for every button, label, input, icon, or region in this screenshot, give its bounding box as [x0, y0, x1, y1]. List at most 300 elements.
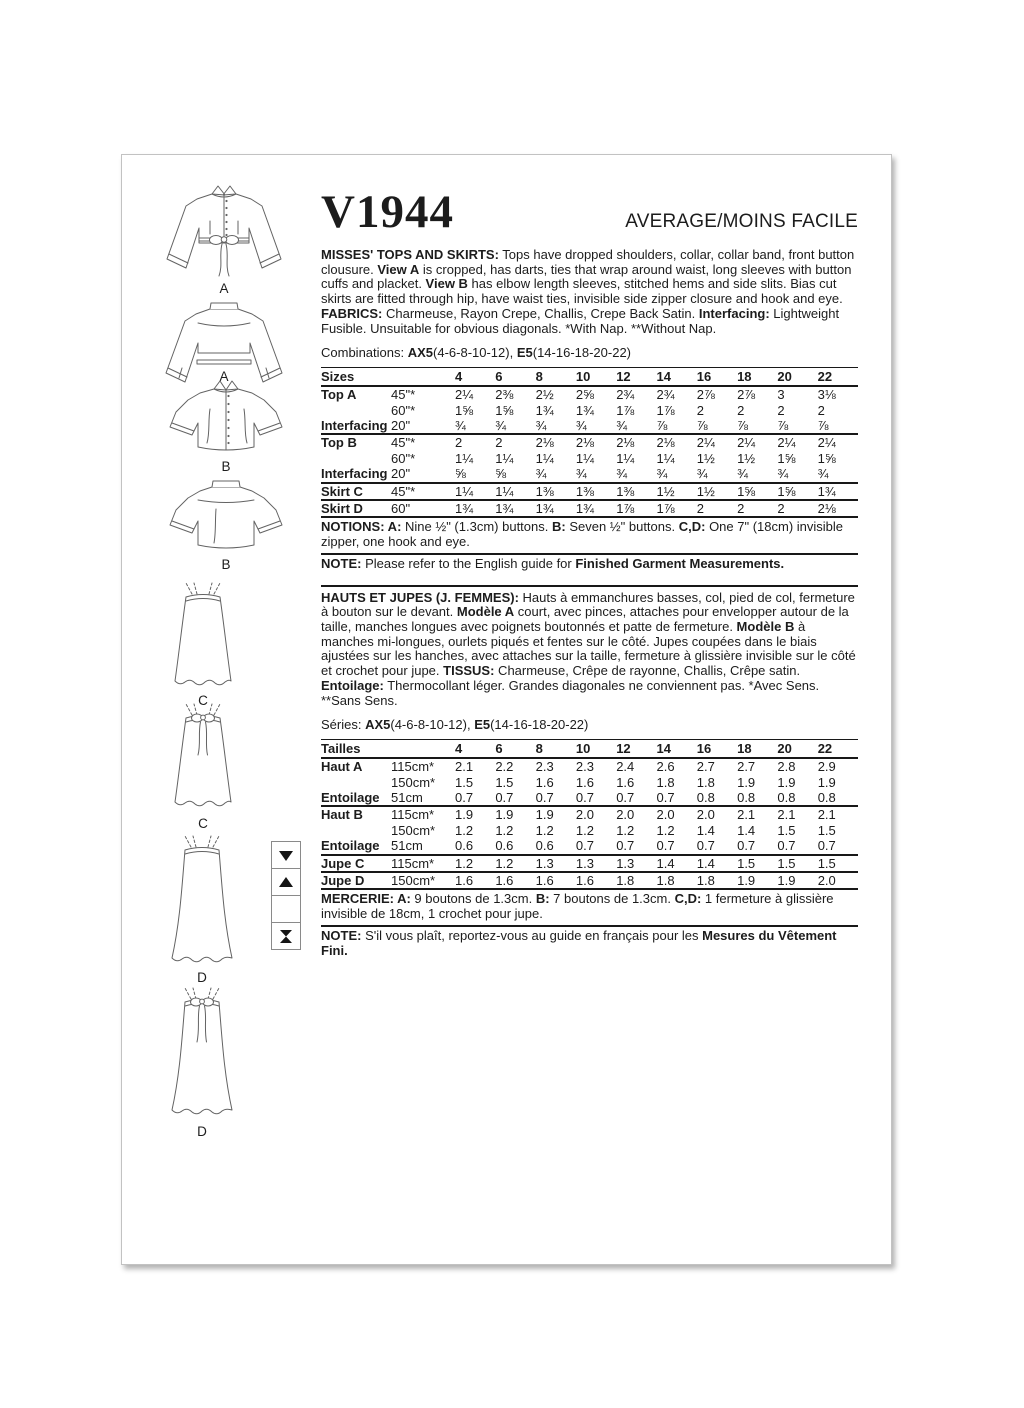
yardage-table-french — [321, 739, 858, 890]
yardage-value: 1.5 — [818, 855, 858, 872]
size-column-header: 4 — [455, 368, 495, 387]
yardage-value: ⅞ — [696, 418, 708, 434]
yardage-table-english — [321, 367, 858, 518]
bold-text: Interfacing: — [698, 305, 770, 321]
text: (14-16-18-20-22) — [490, 717, 589, 733]
text: 1 fermeture à glissière invisible de 18cm, 1 crochet pour jupe. — [321, 891, 834, 922]
row-label: Skirt D — [321, 500, 391, 517]
yardage-value: 2 — [697, 500, 737, 517]
yardage-value: 1.5 — [455, 774, 474, 790]
text: Hauts à emmanchures basses, col, pied de col, fermeture à bouton sur le devant. — [321, 589, 855, 620]
figure-label: C — [198, 693, 208, 708]
yardage-value: ⅞ — [656, 418, 668, 434]
row-label — [321, 823, 391, 838]
text: Lightweight Fusible. Unsuitable for obvious diagonals. *With Nap. **Without Nap. — [321, 305, 840, 336]
yardage-value: 2.0 — [576, 806, 616, 822]
text: (4-6-8-10-12), — [433, 345, 517, 361]
yardage-row — [321, 500, 858, 517]
yardage-value: 0.7 — [777, 838, 796, 854]
fabric-width: 115cm* — [391, 806, 455, 822]
yardage-value: ¾ — [616, 466, 628, 482]
yardage-value: 1⅜ — [616, 483, 656, 500]
bold-text: MISSES' TOPS AND SKIRTS: — [321, 247, 499, 262]
yardage-value: 0.7 — [656, 790, 675, 806]
yardage-value: 1.9 — [737, 774, 756, 790]
yardage-value: 2⅜ — [495, 387, 514, 403]
text: is cropped, has darts, ties that wrap around waist, long sleeves with button cuffs and placket. — [321, 261, 852, 292]
yardage-value: 0.7 — [495, 790, 514, 806]
yardage-value: 2 — [737, 500, 777, 517]
yardage-value: 1.4 — [696, 822, 715, 838]
yardage-value: 1.6 — [575, 774, 594, 790]
size-column-header: 16 — [697, 740, 737, 759]
yardage-value: 1.5 — [817, 822, 836, 838]
yardage-value: 0.8 — [777, 790, 796, 806]
yardage-value: 0.8 — [817, 790, 836, 806]
hourglass-icon — [272, 923, 300, 949]
yardage-value: ¾ — [737, 466, 748, 482]
row-label: Jupe C — [321, 855, 391, 872]
yardage-value: ¾ — [495, 418, 507, 434]
bold-text: AX5 — [407, 345, 434, 361]
skirt-d-front-illustration — [168, 986, 236, 1139]
bold-text: Finished Garment Measurements. — [575, 555, 785, 571]
bold-text: MERCERIE: A: — [321, 891, 411, 907]
yardage-value: 2.4 — [616, 759, 635, 775]
yardage-value: 2⅛ — [656, 434, 696, 450]
yardage-value: 2⅛ — [818, 500, 858, 517]
yardage-value: 1¼ — [495, 483, 535, 500]
size-column-header: 20 — [777, 368, 817, 387]
yardage-value: 2⅛ — [536, 434, 576, 450]
text: Tops have dropped shoulders, collar, collar band, front button clousure. — [321, 247, 855, 277]
text: Thermocollant léger. Grandes diagonales ne conviennent pas. *Avec Sens. **Sans Sens. — [321, 677, 820, 708]
yardage-value: 1.8 — [616, 872, 656, 889]
note-english — [321, 553, 858, 572]
top-b-front-illustration — [154, 379, 298, 474]
yardage-row — [321, 758, 858, 774]
bold-text: E5 — [474, 717, 491, 733]
yardage-value: 0.7 — [737, 838, 756, 854]
fabric-width: 115cm* — [391, 855, 455, 872]
row-label: Skirt C — [321, 483, 391, 500]
yardage-value: 1.6 — [455, 872, 495, 889]
note-french — [321, 925, 858, 958]
text: (14-16-18-20-22) — [532, 345, 632, 361]
yardage-value: 0.7 — [575, 790, 594, 806]
series-line — [321, 717, 858, 732]
yardage-value: 0.6 — [535, 838, 554, 854]
yardage-value: 0.7 — [696, 838, 715, 854]
yardage-value: 1.8 — [697, 872, 737, 889]
text: has elbow length sleeves, stitched hems and side slits. Bias cut skirts are fitted through hip, have waist ties, invisible side zipper closure and hook and eye. — [321, 276, 843, 307]
yardage-value: 1.2 — [575, 822, 594, 838]
yardage-value: ⅞ — [817, 418, 829, 434]
skirt-d-back-illustration — [168, 834, 236, 985]
yardage-row — [321, 855, 858, 872]
bold-text: View A — [377, 261, 420, 277]
yardage-row — [321, 466, 858, 482]
yardage-row — [321, 838, 858, 854]
yardage-value: 1⅝ — [817, 450, 836, 466]
size-column-header: 22 — [818, 368, 858, 387]
fabric-width: 60"* — [391, 402, 416, 418]
size-column-header: 22 — [818, 740, 858, 759]
yardage-value: 1⅞ — [616, 402, 635, 418]
text: Charmeuse, Rayon Crepe, Challis, Crepe Back Satin. — [382, 305, 699, 321]
yardage-value: 2.8 — [777, 759, 796, 775]
sizes-header-label: Sizes — [321, 368, 455, 387]
bold-text: E5 — [516, 345, 533, 361]
size-column-header: 4 — [455, 740, 495, 759]
yardage-table-english — [321, 367, 858, 518]
yardage-value: 2¼ — [777, 434, 817, 450]
combinations-line — [321, 345, 858, 360]
size-column-header: 18 — [737, 740, 777, 759]
row-label — [321, 403, 391, 418]
bold-text: B: — [551, 519, 566, 535]
yardage-value: ¾ — [575, 418, 587, 434]
yardage-value: ¾ — [616, 418, 628, 434]
yardage-value: 1.9 — [495, 806, 535, 822]
yardage-row — [321, 790, 858, 806]
row-label: Top A — [321, 387, 357, 403]
bold-text: View B — [425, 276, 468, 292]
row-label: Top B — [321, 434, 391, 450]
yardage-value: 1¼ — [455, 450, 474, 466]
yardage-value: 0.7 — [535, 790, 554, 806]
text: Seven ½" buttons. — [565, 519, 679, 535]
yardage-value: 0.6 — [495, 838, 514, 854]
yardage-value: 1⅝ — [777, 450, 796, 466]
yardage-value: ¾ — [535, 418, 547, 434]
bold-text: HAUTS ET JUPES (J. FEMMES): — [321, 589, 519, 605]
yardage-value: 2⅛ — [616, 434, 656, 450]
size-column-header: 8 — [536, 740, 576, 759]
text: S'il vous plaît, reportez-vous au guide en français pour les — [365, 927, 703, 943]
text: à manches mi-longues, ourlets piqués et fentes sur le côté. Jupes coupées dans le biais ajustées sur les hanches, avec attaches sur la taille, fermeture à glissière invisible sur le côté et crochet pour jupe. — [321, 618, 856, 679]
yardage-row — [321, 386, 858, 402]
yardage-value: 1⅜ — [536, 483, 576, 500]
text: One 7" (18cm) invisible zipper, one hook and eye. — [321, 519, 844, 550]
figure-label: B — [221, 557, 231, 572]
yardage-value: 1.2 — [656, 822, 675, 838]
yardage-value: 2.9 — [817, 759, 836, 775]
bold-text: Mesures du Vêtement Fini. — [321, 927, 837, 958]
bold-text: TISSUS: — [443, 663, 495, 679]
yardage-value: 1.9 — [455, 806, 495, 822]
shirt-back-icon — [154, 477, 298, 555]
yardage-value: 1⅝ — [455, 402, 474, 418]
yardage-value: 0.7 — [455, 790, 474, 806]
triangle-up-icon — [272, 869, 300, 896]
difficulty-label: AVERAGE/MOINS FACILE — [625, 211, 858, 232]
fabric-width: 45"* — [391, 434, 455, 450]
yardage-value: 1.4 — [697, 855, 737, 872]
fabric-width: 20" — [391, 418, 411, 434]
size-column-header: 20 — [777, 740, 817, 759]
yardage-value: 1¾ — [818, 483, 858, 500]
yardage-value: ⅝ — [495, 466, 507, 482]
top-a-front-illustration — [152, 183, 296, 296]
mercerie-line — [321, 892, 858, 921]
yardage-value: 1¼ — [656, 450, 675, 466]
yardage-row — [321, 775, 858, 790]
yardage-value: 2 — [495, 434, 535, 450]
yardage-value: 2⅛ — [576, 434, 616, 450]
yardage-value: 1.9 — [777, 872, 817, 889]
figure-label: C — [198, 816, 208, 831]
bold-text: Modèle B — [736, 618, 795, 634]
fabric-width: 60" — [391, 500, 455, 517]
row-label: Haut A — [321, 759, 363, 775]
row-label: Interfacing — [321, 418, 388, 434]
yardage-value: 1.5 — [777, 822, 796, 838]
yardage-value: 1¾ — [576, 500, 616, 517]
size-column-header: 6 — [495, 740, 535, 759]
yardage-value: 1.2 — [495, 822, 514, 838]
yardage-value: 2.2 — [495, 759, 514, 775]
yardage-value: 1¼ — [535, 450, 554, 466]
yardage-value: 2½ — [535, 387, 554, 403]
text: Combinations: — [321, 345, 408, 361]
yardage-value: 1.5 — [777, 855, 817, 872]
triangle-down-icon — [272, 842, 300, 869]
pattern-envelope-back-sheet — [121, 154, 892, 1265]
size-column-header: 8 — [536, 368, 576, 387]
size-column-header: 16 — [697, 368, 737, 387]
row-label: Haut B — [321, 806, 391, 822]
yardage-value: 1⅜ — [576, 483, 616, 500]
yardage-value: 2.1 — [777, 806, 817, 822]
size-column-header: 12 — [616, 740, 656, 759]
size-column-header: 10 — [576, 368, 616, 387]
yardage-value: 1¼ — [575, 450, 594, 466]
bold-text: FABRICS: — [321, 305, 383, 321]
bold-text: C,D: — [678, 519, 706, 535]
yardage-value: 0.6 — [455, 838, 474, 854]
yardage-value: 1.3 — [616, 855, 656, 872]
text: 9 boutons de 1.3cm. — [410, 891, 536, 907]
yardage-value: 1⅞ — [616, 500, 656, 517]
figure-label: D — [197, 1124, 207, 1139]
main-content — [321, 186, 858, 958]
notions-line — [321, 520, 858, 549]
bold-text: Modèle A — [456, 604, 515, 620]
yardage-value: 2⅝ — [575, 387, 594, 403]
text: Nine ½" (1.3cm) buttons. — [401, 519, 552, 535]
bold-text: NOTIONS: A: — [321, 519, 402, 535]
yardage-value: ¾ — [455, 418, 466, 434]
text: Séries: — [321, 717, 366, 733]
fabric-width: 20" — [391, 466, 411, 482]
yardage-value: 2.3 — [535, 759, 554, 775]
yardage-value: 1.8 — [657, 872, 697, 889]
bold-text: C,D: — [674, 891, 702, 907]
yardage-value: 1.9 — [817, 774, 836, 790]
yardage-value: 1½ — [656, 483, 696, 500]
yardage-value: 2 — [455, 434, 495, 450]
yardage-value: 2.1 — [737, 806, 777, 822]
yardage-value: ⅞ — [737, 418, 748, 434]
yardage-value: 1.2 — [495, 855, 535, 872]
yardage-value: 1.5 — [495, 774, 514, 790]
yardage-value: 1¾ — [495, 500, 535, 517]
yardage-value: 1.6 — [616, 774, 635, 790]
text: 7 boutons de 1.3cm. — [549, 891, 675, 907]
yardage-value: 1⅝ — [777, 483, 817, 500]
text: Please refer to the English guide for — [365, 555, 576, 571]
row-label: Entoilage — [321, 790, 380, 806]
figure-label: A — [219, 281, 229, 296]
yardage-value: 1.6 — [535, 774, 554, 790]
yardage-value: 1.4 — [657, 855, 697, 872]
skirt-c-back-illustration — [169, 581, 237, 708]
pattern-number: V1944 — [321, 186, 454, 238]
yardage-table-french — [321, 739, 858, 890]
yardage-value: 1.8 — [696, 774, 715, 790]
fabric-width: 45"* — [391, 483, 455, 500]
yardage-value: 1¾ — [455, 500, 495, 517]
yardage-value: 1.2 — [455, 855, 495, 872]
yardage-value: 2 — [817, 402, 825, 418]
yardage-value: 1.3 — [576, 855, 616, 872]
bold-text: NOTE: — [321, 927, 366, 943]
yardage-value: 1½ — [696, 450, 715, 466]
yardage-value: 2 — [737, 402, 745, 418]
fabric-width: 45"* — [391, 387, 416, 403]
yardage-value: 1.6 — [495, 872, 535, 889]
yardage-value: 2⅞ — [737, 387, 756, 403]
yardage-value: 2 — [777, 500, 817, 517]
yardage-value: 1.4 — [737, 822, 756, 838]
yardage-value: 2¼ — [455, 387, 474, 403]
yardage-value: 2⅞ — [696, 387, 715, 403]
yardage-value: 2.0 — [818, 872, 858, 889]
yardage-value: 1.2 — [616, 822, 635, 838]
yardage-value: 2 — [777, 402, 785, 418]
yardage-value: 1¾ — [535, 402, 554, 418]
yardage-value: 2¼ — [737, 434, 777, 450]
skirt-c-front-illustration — [169, 702, 237, 831]
yardage-value: 2.7 — [696, 759, 715, 775]
shirt-short-sleeve-icon — [154, 379, 298, 457]
size-column-header: 14 — [656, 368, 696, 387]
yardage-row — [321, 403, 858, 418]
fabric-width: 150cm* — [391, 872, 455, 889]
yardage-value: 1¼ — [616, 450, 635, 466]
long-skirt-with-bow-icon — [168, 986, 236, 1122]
yardage-value: 0.8 — [696, 790, 715, 806]
yardage-value: 2¾ — [616, 387, 635, 403]
yardage-row — [321, 872, 858, 889]
yardage-row — [321, 434, 858, 450]
yardage-value: 3⅛ — [817, 387, 836, 403]
yardage-row — [321, 806, 858, 822]
yardage-value: 2.1 — [818, 806, 858, 822]
yardage-row — [321, 483, 858, 500]
yardage-value: 1.9 — [536, 806, 576, 822]
fabric-width: 150cm* — [391, 774, 436, 790]
description-english — [321, 248, 858, 336]
fabric-width: 51cm — [391, 838, 423, 854]
yardage-value: 2.3 — [575, 759, 594, 775]
row-label: Entoilage — [321, 838, 380, 854]
yardage-value: 0.8 — [737, 790, 756, 806]
figure-label: D — [197, 970, 207, 985]
yardage-value: 1.9 — [737, 872, 777, 889]
yardage-value: 2¼ — [697, 434, 737, 450]
row-label — [321, 775, 391, 790]
top-b-back-illustration — [154, 477, 298, 572]
fabric-width: 150cm* — [391, 822, 436, 838]
yardage-value: 2.0 — [616, 806, 656, 822]
yardage-value: 3 — [777, 387, 785, 403]
yardage-value: ¾ — [656, 466, 668, 482]
row-label — [321, 451, 391, 466]
yardage-value: 1.6 — [536, 872, 576, 889]
yardage-value: ¾ — [777, 466, 789, 482]
fabric-width: 115cm* — [391, 759, 435, 775]
yardage-value: 0.7 — [817, 838, 836, 854]
yardage-value: ¾ — [817, 466, 829, 482]
yardage-value: 2¼ — [818, 434, 858, 450]
yardage-value: ¾ — [575, 466, 587, 482]
yardage-value: 1.9 — [777, 774, 796, 790]
yardage-value: 2.6 — [656, 759, 675, 775]
header-row — [321, 186, 858, 238]
yardage-value: 1.2 — [535, 822, 554, 838]
yardage-value: 2.7 — [737, 759, 756, 775]
skirt-icon — [169, 581, 237, 691]
shirt-long-sleeve-icon — [152, 183, 296, 279]
yardage-value: 0.7 — [575, 838, 594, 854]
fabric-width: 60"* — [391, 450, 416, 466]
yardage-value: 2.1 — [455, 759, 474, 775]
size-column-header: 10 — [576, 740, 616, 759]
long-skirt-icon — [168, 834, 236, 968]
figure-label: B — [221, 459, 231, 474]
row-label: Interfacing — [321, 466, 388, 482]
sizes-header-label: Tailles — [321, 740, 455, 759]
size-column-header: 14 — [657, 740, 697, 759]
yardage-value: 2.0 — [697, 806, 737, 822]
row-label: Jupe D — [321, 872, 391, 889]
bold-text: B: — [535, 891, 550, 907]
yardage-value: 1½ — [737, 450, 756, 466]
yardage-value: 1⅝ — [495, 402, 514, 418]
yardage-value: 1.2 — [455, 822, 474, 838]
yardage-value: 0.7 — [616, 838, 635, 854]
yardage-value: 1¾ — [575, 402, 594, 418]
yardage-value: 1.8 — [656, 774, 675, 790]
yardage-value: 1¾ — [536, 500, 576, 517]
yardage-value: 1⅞ — [656, 500, 696, 517]
fabric-symbol-key — [271, 841, 301, 950]
yardage-value: 1.3 — [536, 855, 576, 872]
yardage-row — [321, 451, 858, 466]
skirt-with-bow-icon — [169, 702, 237, 814]
yardage-value: ⅝ — [455, 466, 466, 482]
size-column-header: 12 — [616, 368, 656, 387]
text: Charmeuse, Crêpe de rayonne, Challis, Crêpe satin. — [494, 663, 801, 679]
figure-label: A — [219, 369, 229, 384]
yardage-value: 0.7 — [656, 838, 675, 854]
description-french — [321, 585, 858, 709]
yardage-value: ¾ — [696, 466, 708, 482]
size-column-header: 18 — [737, 368, 777, 387]
yardage-value: 2 — [696, 402, 705, 418]
